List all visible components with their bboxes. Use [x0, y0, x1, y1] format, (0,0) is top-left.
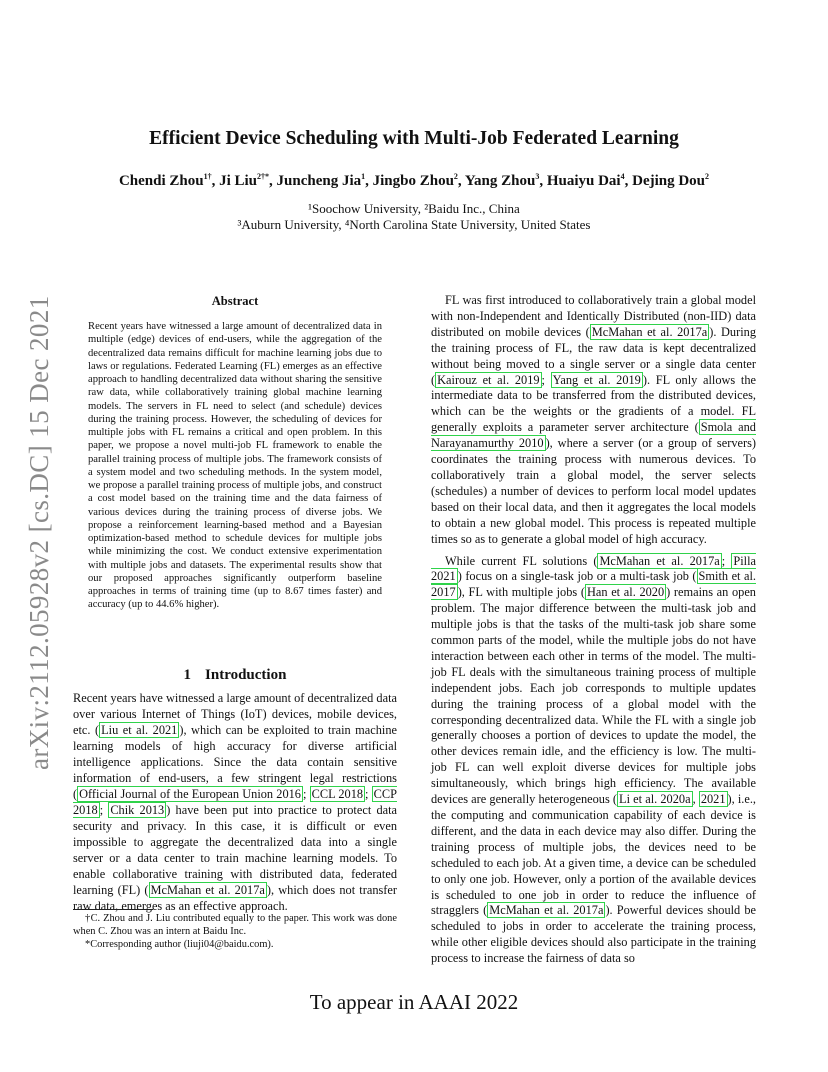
text-run: ), FL with multiple jobs ( [457, 585, 585, 600]
text-run: ; [99, 803, 109, 817]
text-run: ; [541, 372, 551, 387]
author-mark: 1 [361, 172, 366, 181]
author-mark: 2 [705, 172, 710, 181]
paragraph [431, 554, 756, 968]
citation-link[interactable]: Smith et al. 2017 [431, 569, 756, 600]
footnote-corresponding-author: *Corresponding author (liuji04@baidu.com). [85, 939, 274, 950]
citation-link[interactable]: 2021 [700, 792, 726, 807]
text-run: While current FL solutions ( [445, 553, 598, 568]
footnotes [73, 912, 397, 951]
affiliation-line-1: ¹Soochow University, ²Baidu Inc., China [308, 201, 520, 216]
author-mark: 2 [453, 172, 458, 181]
intro-paragraph [73, 690, 397, 914]
venue-notice: To appear in AAAI 2022 [309, 990, 519, 1014]
author-mark: 4 [620, 172, 625, 181]
citation-link[interactable]: McMahan et al. 2017a [489, 903, 604, 918]
text-run: ) focus on a single-task job or a multi-task job ( [457, 569, 697, 584]
citation-link[interactable]: Kairouz et al. 2019 [437, 372, 540, 387]
author-name: Chendi Zhou [118, 173, 204, 189]
text-run: ) remains an open problem. The major difference between the multi-task job and multiple jobs is that the tasks of the multi-task job share some common parts of the model, while the multiple jobs do not have interaction between each other in terms of the model. The multi-job FL deals with the simultaneous training process of multiple independent jobs. Each job corresponds to multiple updates during the training process of a global model with the corresponding decentralized data. While the FL with a single job generally chooses a portion of devices to update the model, the other devices remain idle, and the efficiency is low. The multi-job FL can well exploit diverse devices for multiple jobs simultaneously, which brings high efficiency. The available devices are generally heterogeneous ( [431, 585, 756, 807]
text-run: , [692, 792, 699, 807]
text-run: ). During the training process of FL, the raw data is kept decentralized without being moved to a single server or a single data center ( [431, 324, 756, 387]
author-list: Chendi Zhou$^{1\dagger}$, Ji Liu$^{2\dagger*}$, Juncheng Jia$^1$, Jingbo Zhou$^2$, Yang Zhou$^3$, Huaiyu Dai$^4$, Dejing Dou$^2$ [118, 172, 710, 189]
arxiv-stamp [22, 290, 52, 770]
citation-link[interactable]: McMahan et al. 2017a [150, 883, 265, 897]
section-number: 1 [183, 667, 192, 683]
author-mark: 2†* [257, 172, 270, 181]
section-heading-introduction [72, 667, 398, 684]
text-run: ; [721, 553, 732, 568]
citation-link[interactable]: Pilla 2021 [431, 553, 756, 584]
author-name: Jingbo Zhou [372, 173, 454, 189]
footnote-rule [73, 909, 153, 910]
text-run: ). FL only allows the intermediate data to be transferred from the distributed devices, which can be the weights or the gradients of a model. FL generally exploits a parameter server architecture ( [431, 372, 756, 435]
citation-link[interactable]: Yang et al. 2019 [552, 372, 641, 387]
text-run: FL was first introduced to collaboratively train a global model with non-Independent and Identically Distributed (non-IID) data distributed on mobile devices ( [431, 293, 756, 339]
citation-link[interactable]: Li et al. 2020a [619, 792, 691, 807]
citation-link[interactable]: Han et al. 2020 [586, 585, 665, 600]
author-name: Ji Liu [219, 173, 258, 189]
author-name: Huaiyu Dai [546, 173, 621, 189]
text-run: ), which does not transfer raw data, emerges as an effective approach. [73, 883, 397, 913]
paragraph [431, 293, 756, 548]
text-run: ), where a server (or a group of servers) coordinates the training process with numerous devices. To collaboratively train a global model, the server selects (schedules) a number of devices to perform local model updates based on their local data, and then it aggregates the local models to obtain a new global model. This process is repeated multiple times so as to generate a global model of high accuracy. [431, 436, 756, 546]
text-run: ; [365, 787, 372, 801]
text-run: Recent years have witnessed a large amount of decentralized data over various Internet of Things (IoT) devices, mobile devices, etc. ( [73, 691, 397, 737]
citation-link[interactable]: CCL 2018 [311, 787, 364, 801]
right-column [431, 293, 756, 973]
text-run: ) have been put into practice to protect data security and privacy. In this case, it is difficult or even impossible to aggregate the decentralized data into a single server or a data center to train machine learning models. To enable collaborative training with distributed data, federated learning (FL) ( [73, 803, 398, 897]
citation-link[interactable]: McMahan et al. 2017a [599, 553, 720, 568]
affiliation-line-2: ³Auburn University, ⁴North Carolina State University, United States [237, 217, 591, 232]
section-title: Introduction [205, 667, 287, 683]
citation-link[interactable]: CCP 2018 [73, 787, 398, 817]
text-run: ; [302, 787, 310, 801]
footnote-equal-contribution: †C. Zhou and J. Liu contributed equally to the paper. This work was done when C. Zhou was an intern at Baidu Inc. [73, 913, 397, 937]
citation-link[interactable]: Smola and Narayanamurthy 2010 [431, 420, 756, 451]
abstract-text: Recent years have witnessed a large amount of decentralized data in multiple (edge) devices of end-users, while the aggregation of the decentralized data remains difficult for machine learning jobs due to laws or regulations. Federated Learning (FL) emerges as an effective approach to handling decentralized data without sharing the sensitive raw data, while collaboratively training global machine learning models. The servers in FL need to select (and schedule) devices during the training process. However, the scheduling of devices for multiple jobs with FL remains a critical and open problem. In this paper, we propose a novel multi-job FL framework to enable the parallel training process of multiple jobs. The framework consists of a system model and two scheduling methods. In the system model, we propose a parallel training process of multiple jobs, and construct a cost model based on the training time and the data fairness of various devices during the training process of diverse jobs. We propose a reinforcement learning-based method and a Bayesian optimization-based method to schedule devices for multiple jobs while minimizing the cost. We conduct extensive experimentation with multiple jobs and datasets. The experimental results show that our proposed approaches significantly outperform baseline approaches in terms of training time (up to 8.67 times faster) and accuracy (up to 44.6% higher). [88, 321, 382, 611]
author-mark: 1† [203, 172, 212, 181]
abstract-heading: Abstract [211, 294, 259, 308]
author-name: Dejing Dou [632, 173, 706, 189]
citation-link[interactable]: McMahan et al. 2017a [591, 324, 708, 339]
arxiv-stamp-text: arXiv:2112.05928v2 [cs.DC] 15 Dec 2021 [24, 295, 54, 770]
citation-link[interactable]: Liu et al. 2021 [101, 723, 178, 737]
text-run: ). Powerful devices should be scheduled to jobs in order to accelerate the training process, while other eligible devices should also participate in the training process to increase the fairness of data so [431, 903, 756, 966]
author-name: Juncheng Jia [276, 173, 362, 189]
paper-title: Efficient Device Scheduling with Multi-Job Federated Learning [149, 128, 679, 149]
text-run: ), which can be exploited to train machine learning models of high accuracy for diverse artificial intelligence applications. Since the data contain sensitive information of end-users, a few stringent legal restrictions ( [73, 723, 397, 801]
citation-link[interactable]: Official Journal of the European Union 2016 [79, 787, 301, 801]
citation-link[interactable]: Chik 2013 [110, 803, 165, 817]
author-mark: 3 [535, 172, 540, 181]
author-name: Yang Zhou [464, 173, 536, 189]
text-run: ), i.e., the computing and communication capability of each device is different, and the data in each device may also differ. During the training process of multiple jobs, the devices need to be scheduled to each job. At a given time, a device can be scheduled to only one job. However, only a portion of the available devices is scheduled to one job in order to reduce the influence of stragglers ( [431, 792, 757, 918]
